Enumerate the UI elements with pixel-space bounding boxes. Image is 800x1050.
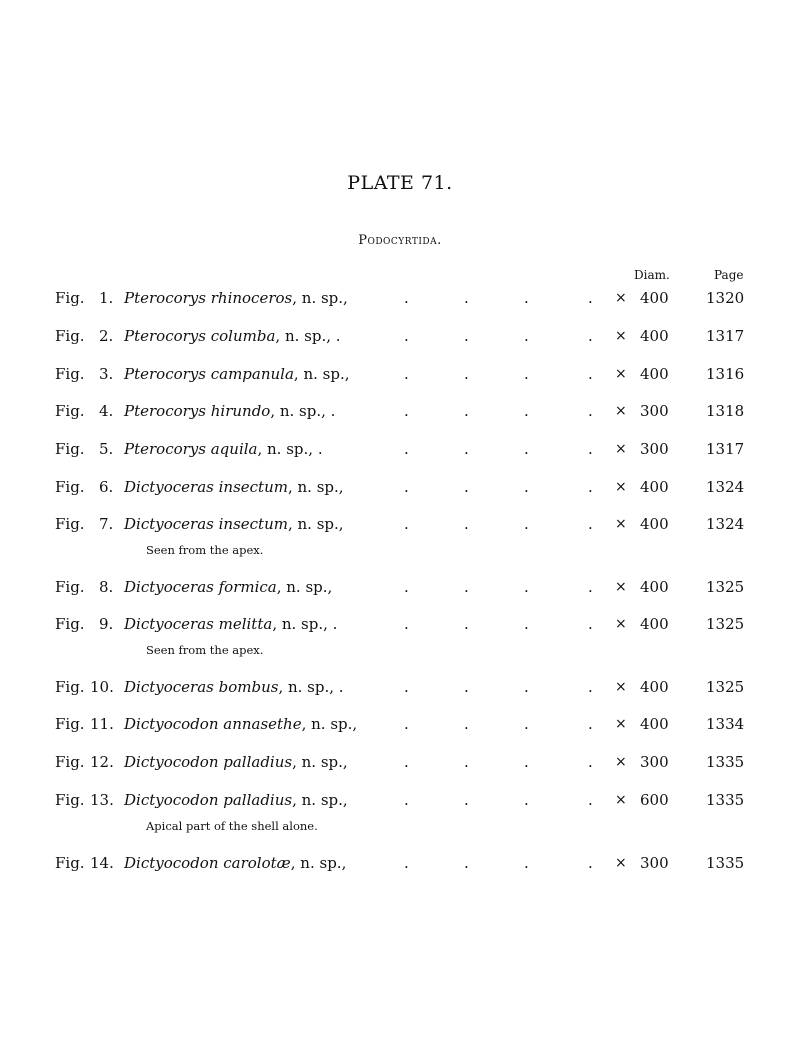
- species-name: Dictyoceras insectum: [124, 478, 288, 496]
- fig-label: Fig.: [55, 791, 85, 809]
- figure-row: [0, 715, 800, 739]
- plate-title: PLATE 71.: [347, 172, 453, 194]
- fig-number: 13.: [90, 791, 114, 809]
- figure-note: Seen from the apex.: [146, 543, 264, 557]
- species-entry: [124, 854, 346, 872]
- species-suffix: , n. sp.,: [301, 715, 358, 733]
- figure-row: [0, 515, 800, 557]
- fig-label: Fig.: [55, 440, 85, 458]
- species-entry: [124, 515, 344, 533]
- leader-dots: . . . .: [404, 327, 593, 345]
- fig-label: Fig.: [55, 515, 85, 533]
- magnification-value: 400: [640, 678, 669, 696]
- species-suffix: , n. sp.,: [287, 478, 344, 496]
- species-entry: [124, 578, 332, 596]
- figure-row: [0, 753, 800, 777]
- leader-dots: . . . .: [404, 478, 593, 496]
- page-number: 1334: [706, 715, 745, 733]
- species-entry: [124, 791, 348, 809]
- species-name: Pterocorys campanula: [124, 365, 294, 383]
- magnification-value: 300: [640, 440, 669, 458]
- column-header-diam: Diam.: [634, 268, 670, 282]
- page-number: 1324: [706, 478, 745, 496]
- page-number: 1318: [706, 402, 745, 420]
- species-suffix: , n. sp.,: [276, 578, 333, 596]
- leader-dots: . . . .: [404, 678, 593, 696]
- species-name: Pterocorys hirundo: [124, 402, 271, 420]
- leader-dots: . . . .: [404, 578, 593, 596]
- fig-number: 3.: [99, 365, 114, 383]
- fig-number: 1.: [99, 289, 114, 307]
- figure-row: [0, 440, 800, 464]
- species-name: Dictyoceras formica: [124, 578, 277, 596]
- fig-number: 9.: [99, 615, 114, 633]
- times-sign: ×: [615, 679, 627, 695]
- times-sign: ×: [615, 403, 627, 419]
- times-sign: ×: [615, 366, 627, 382]
- page-number: 1325: [706, 678, 745, 696]
- page-number: 1335: [706, 753, 745, 771]
- times-sign: ×: [615, 479, 627, 495]
- figure-row: [0, 678, 800, 702]
- page-number: 1335: [706, 854, 745, 872]
- fig-number: 14.: [90, 854, 114, 872]
- fig-label: Fig.: [55, 578, 85, 596]
- section-title: Podocyrtida.: [358, 233, 442, 248]
- times-sign: ×: [615, 616, 627, 632]
- fig-label: Fig.: [55, 478, 85, 496]
- page-number: 1335: [706, 791, 745, 809]
- figure-row: [0, 402, 800, 426]
- column-header-page: Page: [714, 268, 744, 282]
- fig-number: 7.: [99, 515, 114, 533]
- fig-number: 10.: [90, 678, 114, 696]
- species-entry: [124, 478, 344, 496]
- species-name: Dictyoceras bombus: [124, 678, 279, 696]
- figure-row: [0, 289, 800, 313]
- times-sign: ×: [615, 516, 627, 532]
- fig-label: Fig.: [55, 365, 85, 383]
- species-name: Pterocorys rhinoceros: [124, 289, 293, 307]
- page-number: 1320: [706, 289, 745, 307]
- leader-dots: . . . .: [404, 854, 593, 872]
- species-entry: [124, 753, 348, 771]
- fig-label: Fig.: [55, 715, 85, 733]
- magnification-value: 400: [640, 515, 669, 533]
- species-name: Pterocorys aquila: [124, 440, 258, 458]
- species-suffix: , n. sp.,: [287, 515, 344, 533]
- times-sign: ×: [615, 792, 627, 808]
- fig-label: Fig.: [55, 678, 85, 696]
- magnification-value: 300: [640, 402, 669, 420]
- magnification-value: 600: [640, 791, 669, 809]
- magnification-value: 400: [640, 365, 669, 383]
- fig-label: Fig.: [55, 753, 85, 771]
- page-number: 1317: [706, 440, 745, 458]
- fig-label: Fig.: [55, 289, 85, 307]
- figure-row: [0, 791, 800, 833]
- species-entry: [124, 327, 341, 345]
- species-suffix: , n. sp.,: [292, 753, 348, 771]
- magnification-value: 400: [640, 289, 669, 307]
- leader-dots: . . . .: [404, 515, 593, 533]
- species-entry: [124, 440, 323, 458]
- figure-row: [0, 615, 800, 657]
- fig-label: Fig.: [55, 615, 85, 633]
- species-entry: [124, 402, 335, 420]
- magnification-value: 400: [640, 327, 669, 345]
- magnification-value: 400: [640, 615, 669, 633]
- times-sign: ×: [615, 441, 627, 457]
- figure-row: [0, 365, 800, 389]
- leader-dots: . . . .: [404, 753, 593, 771]
- times-sign: ×: [615, 579, 627, 595]
- page-number: 1317: [706, 327, 745, 345]
- species-suffix: , n. sp.,: [292, 791, 348, 809]
- leader-dots: . . . .: [404, 289, 593, 307]
- page-number: 1325: [706, 615, 745, 633]
- fig-number: 12.: [90, 753, 114, 771]
- figure-row: [0, 854, 800, 878]
- magnification-value: 300: [640, 753, 669, 771]
- leader-dots: . . . .: [404, 365, 593, 383]
- times-sign: ×: [615, 855, 627, 871]
- fig-number: 4.: [99, 402, 114, 420]
- leader-dots: . . . .: [404, 715, 593, 733]
- species-suffix: , n. sp., .: [272, 615, 338, 633]
- magnification-value: 400: [640, 578, 669, 596]
- species-suffix: , n. sp.,: [290, 854, 347, 872]
- fig-number: 8.: [99, 578, 114, 596]
- fig-label: Fig.: [55, 327, 85, 345]
- species-entry: [124, 678, 344, 696]
- species-suffix: , n. sp., .: [257, 440, 323, 458]
- leader-dots: . . . .: [404, 440, 593, 458]
- magnification-value: 400: [640, 715, 669, 733]
- species-name: Dictyoceras insectum: [124, 515, 288, 533]
- species-entry: [124, 365, 350, 383]
- species-suffix: , n. sp., .: [275, 327, 341, 345]
- species-entry: [124, 615, 337, 633]
- page-number: 1324: [706, 515, 745, 533]
- leader-dots: . . . .: [404, 791, 593, 809]
- page-number: 1316: [706, 365, 745, 383]
- species-entry: [124, 715, 357, 733]
- species-name: Pterocorys columba: [124, 327, 276, 345]
- figure-row: [0, 578, 800, 602]
- species-name: Dictyocodon annasethe: [124, 715, 302, 733]
- fig-number: 11.: [90, 715, 114, 733]
- species-entry: [124, 289, 348, 307]
- figure-note: Apical part of the shell alone.: [146, 819, 318, 833]
- magnification-value: 300: [640, 854, 669, 872]
- species-suffix: , n. sp.,: [293, 365, 350, 383]
- leader-dots: . . . .: [404, 402, 593, 420]
- fig-number: 6.: [99, 478, 114, 496]
- times-sign: ×: [615, 716, 627, 732]
- species-suffix: , n. sp., .: [270, 402, 336, 420]
- leader-dots: . . . .: [404, 615, 593, 633]
- times-sign: ×: [615, 328, 627, 344]
- figure-note: Seen from the apex.: [146, 643, 264, 657]
- figure-row: [0, 327, 800, 351]
- species-suffix: , n. sp.,: [292, 289, 348, 307]
- species-suffix: , n. sp., .: [278, 678, 344, 696]
- fig-number: 5.: [99, 440, 114, 458]
- figure-row: [0, 478, 800, 502]
- species-name: Dictyocodon carolotæ: [124, 854, 291, 872]
- species-name: Dictyocodon palladius: [124, 791, 293, 809]
- species-name: Dictyocodon palladius: [124, 753, 293, 771]
- fig-label: Fig.: [55, 402, 85, 420]
- times-sign: ×: [615, 754, 627, 770]
- magnification-value: 400: [640, 478, 669, 496]
- fig-number: 2.: [99, 327, 114, 345]
- page-number: 1325: [706, 578, 745, 596]
- fig-label: Fig.: [55, 854, 85, 872]
- species-name: Dictyoceras melitta: [124, 615, 273, 633]
- times-sign: ×: [615, 290, 627, 306]
